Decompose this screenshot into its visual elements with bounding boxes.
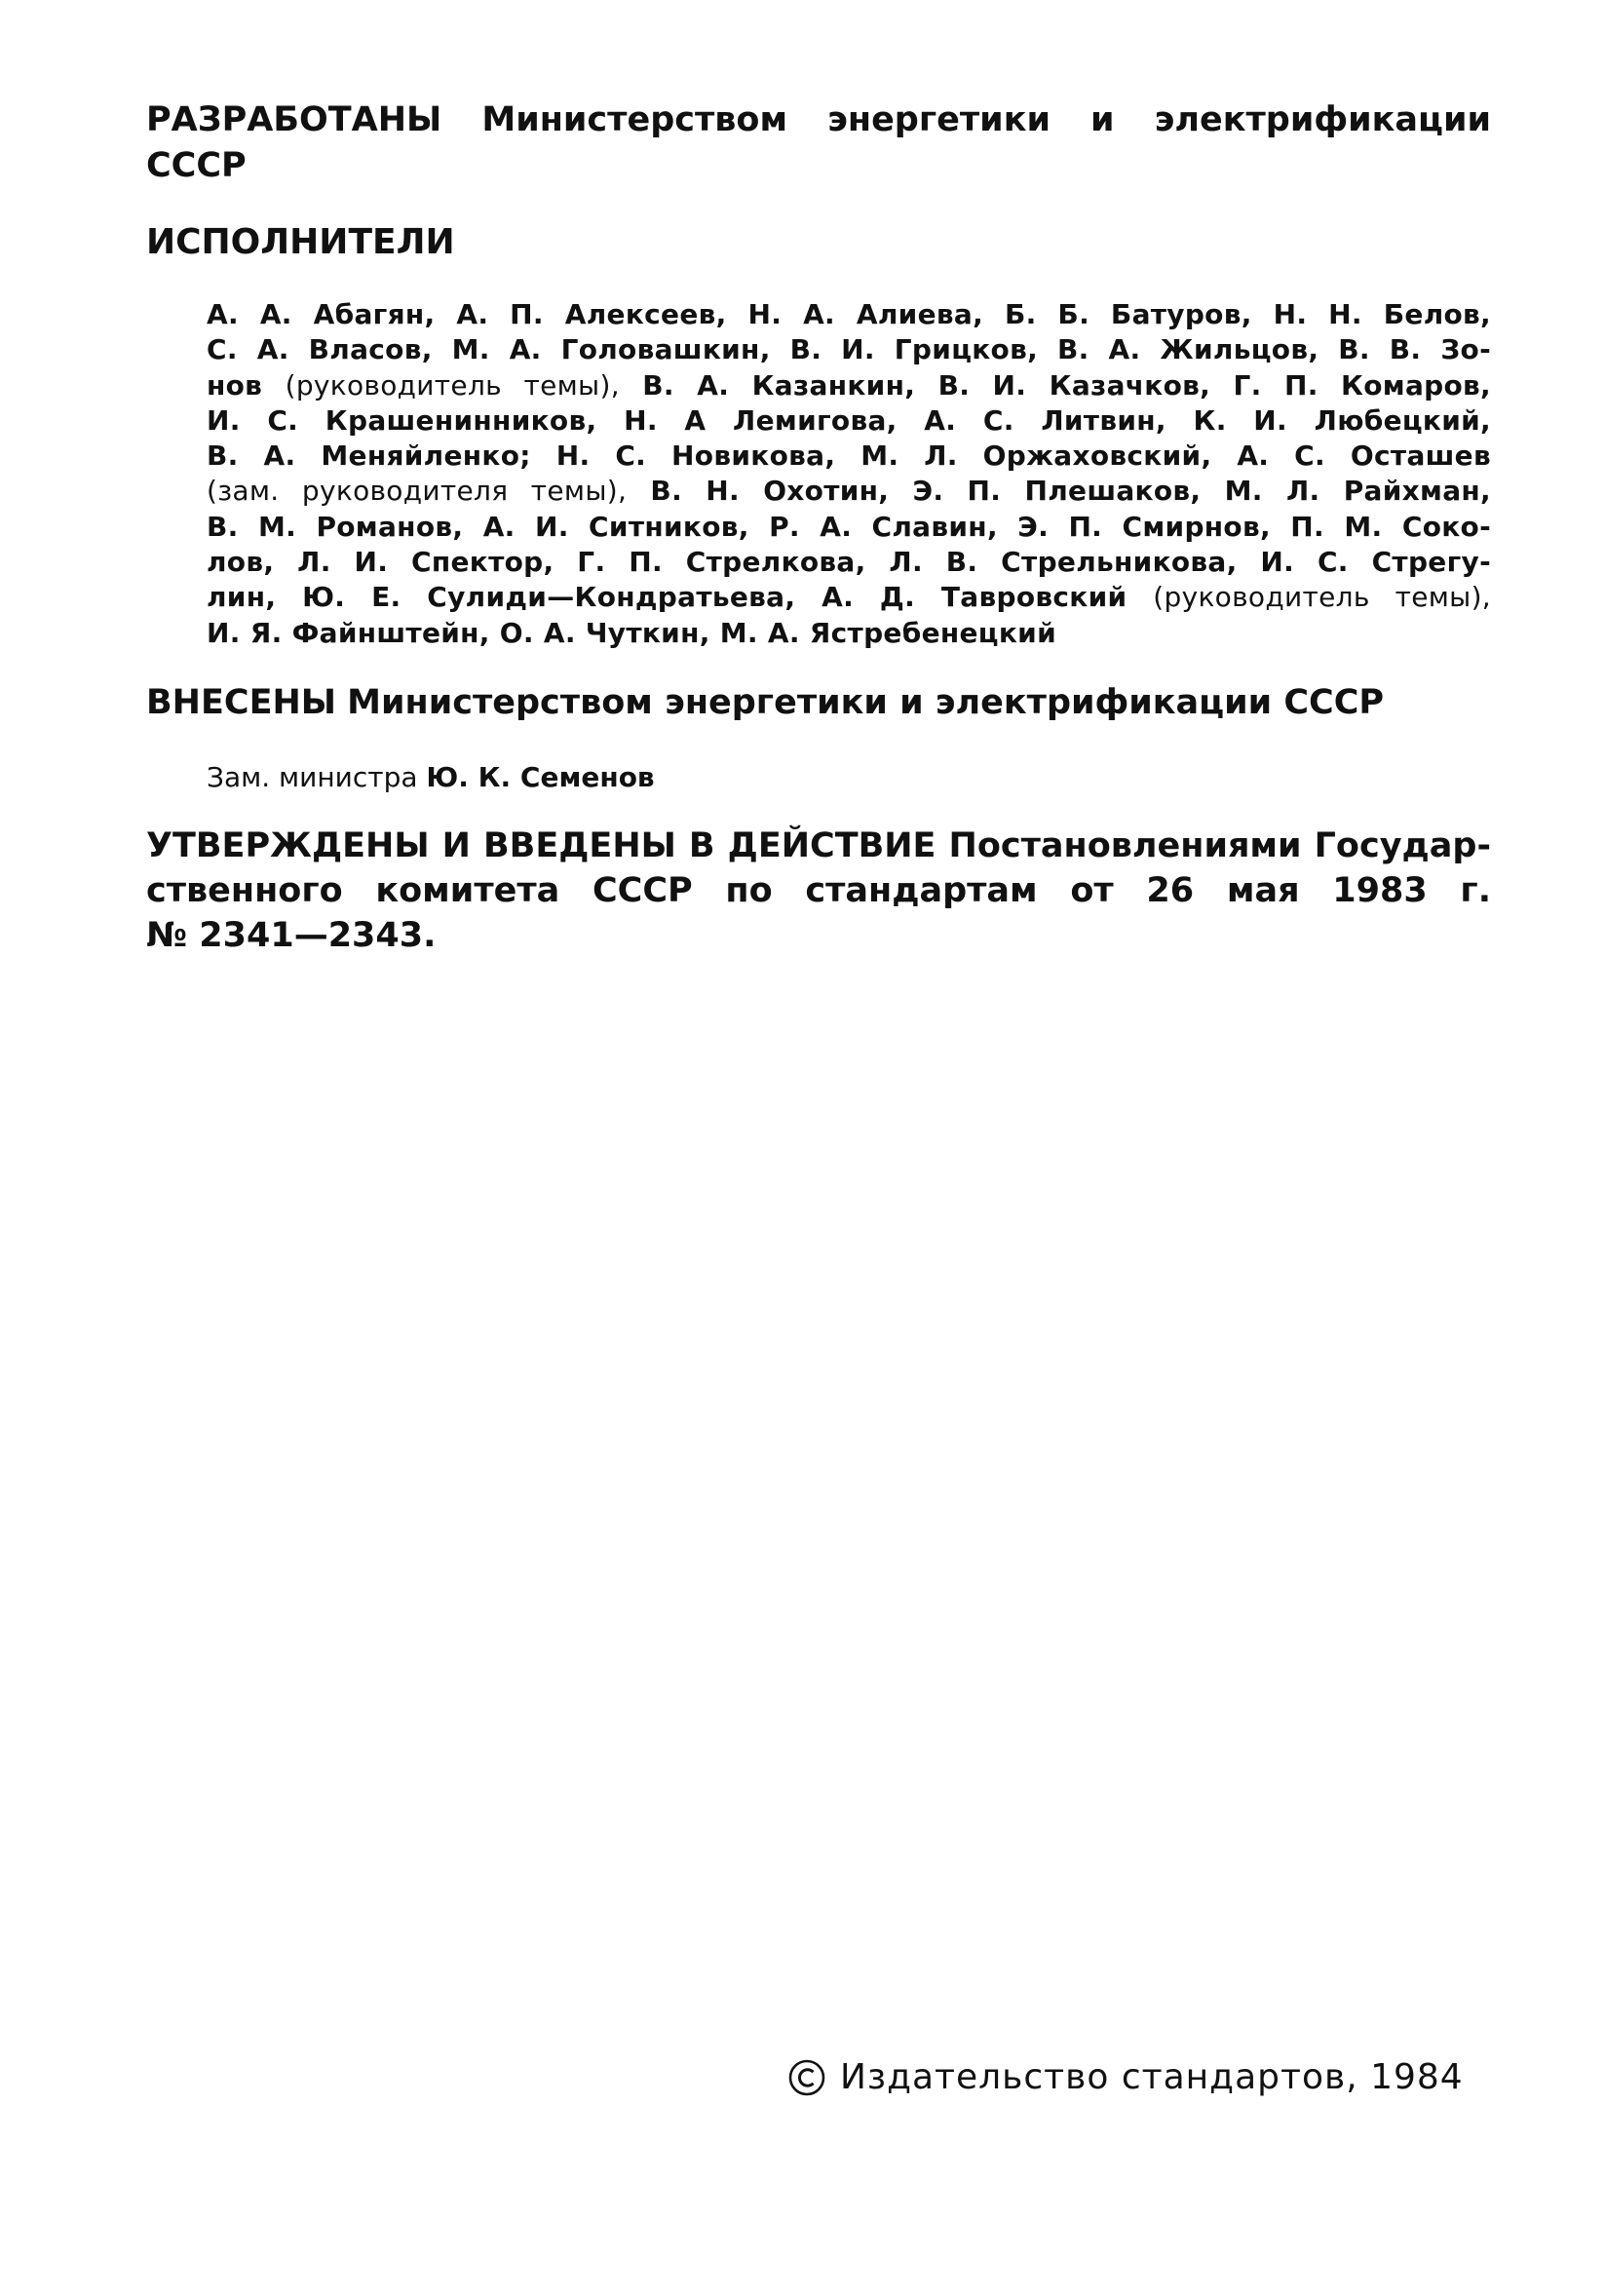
- approval-paragraph: [146, 823, 1491, 958]
- executors-line: [207, 474, 1491, 509]
- developed-by-line: [146, 97, 1491, 142]
- developed-word: энергетики: [827, 100, 1051, 139]
- approved-line: [146, 868, 1491, 913]
- executors-heading: ИСПОЛНИТЕЛИ: [146, 222, 455, 262]
- executors-segment: А. А. Абагян, А. П. Алексеев, Н. А. Алиева, Б. Б. Батуров, Н. Н. Белов,: [207, 298, 1491, 330]
- submitted-label: ВНЕСЕНЫ: [146, 683, 337, 722]
- approved-line: [146, 913, 1491, 958]
- copyright-line: [787, 2054, 1464, 2101]
- executors-segment: С. А. Власов, М. А. Головашкин, В. И. Грицков, В. А. Жильцов, В. В. Зо-: [207, 333, 1491, 366]
- deputy-minister-line: [207, 760, 655, 795]
- submitted-text: Министерством энергетики и электрификации СССР: [347, 683, 1385, 722]
- deputy-name: Ю. К. Семенов: [426, 761, 655, 793]
- developed-word: и: [1090, 100, 1115, 139]
- executors-line: [207, 545, 1491, 580]
- developed-word: Министерством: [481, 100, 788, 139]
- approved-segment: № 2341—2343.: [146, 916, 437, 955]
- developed-label: РАЗРАБОТАНЫ: [146, 100, 442, 139]
- submitted-by-line: [146, 680, 1433, 725]
- executors-line: [207, 510, 1491, 545]
- deputy-title: Зам. министра: [207, 761, 418, 793]
- approved-segment: ственного комитета СССР по стандартам от 26 мая 1983 г.: [146, 871, 1491, 910]
- executors-segment: В. А. Казанкин, В. И. Казачков, Г. П. Комаров,: [619, 368, 1491, 402]
- executors-segment: И. С. Крашенинников, Н. А Лемигова, А. С. Литвин, К. И. Любецкий,: [207, 403, 1491, 437]
- executors-segment: лов, Л. И. Спектор, Г. П. Стрелкова, Л. В. Стрельникова, И. С. Стрегу-: [207, 546, 1491, 579]
- executors-line: [207, 368, 1491, 403]
- executors-line: [207, 297, 1491, 332]
- executors-segment: В. М. Романов, А. И. Ситников, Р. А. Славин, Э. П. Смирнов, П. М. Соко-: [207, 510, 1491, 543]
- executors-segment: В. Н. Охотин, Э. П. Плешаков, М. Л. Райхман,: [627, 475, 1491, 508]
- executors-line: [207, 439, 1491, 474]
- approved-segment: УТВЕРЖДЕНЫ И ВВЕДЕНЫ В ДЕЙСТВИЕ: [146, 826, 936, 865]
- executors-list: [207, 297, 1491, 651]
- developed-continuation: СССР: [146, 146, 247, 185]
- executors-segment: И. Я. Файнштейн, О. А. Чуткин, М. А. Ястребенецкий: [207, 616, 1056, 649]
- executors-line: [207, 616, 1491, 651]
- executors-segment: нов: [207, 368, 286, 402]
- executors-line: [207, 580, 1491, 615]
- executors-line: [207, 403, 1491, 439]
- copyright-text: Издательство стандартов, 1984: [840, 2057, 1464, 2097]
- developed-word: электрификации: [1154, 100, 1491, 139]
- executors-line: [207, 332, 1491, 367]
- executors-segment: (зам. руководителя темы),: [207, 475, 628, 508]
- approved-line: [146, 823, 1491, 868]
- executors-segment: В. А. Меняйленко; Н. С. Новикова, М. Л. Оржаховский, А. С. Осташев: [207, 440, 1491, 473]
- executors-segment: (руководитель темы),: [1153, 581, 1491, 614]
- approved-segment: Постановлениями Государ-: [936, 826, 1491, 865]
- executors-segment: (руководитель темы),: [285, 368, 620, 402]
- copyright-icon: [787, 2058, 826, 2097]
- executors-segment: лин, Ю. Е. Сулиди—Кондратьева, А. Д. Тавровский: [207, 581, 1154, 614]
